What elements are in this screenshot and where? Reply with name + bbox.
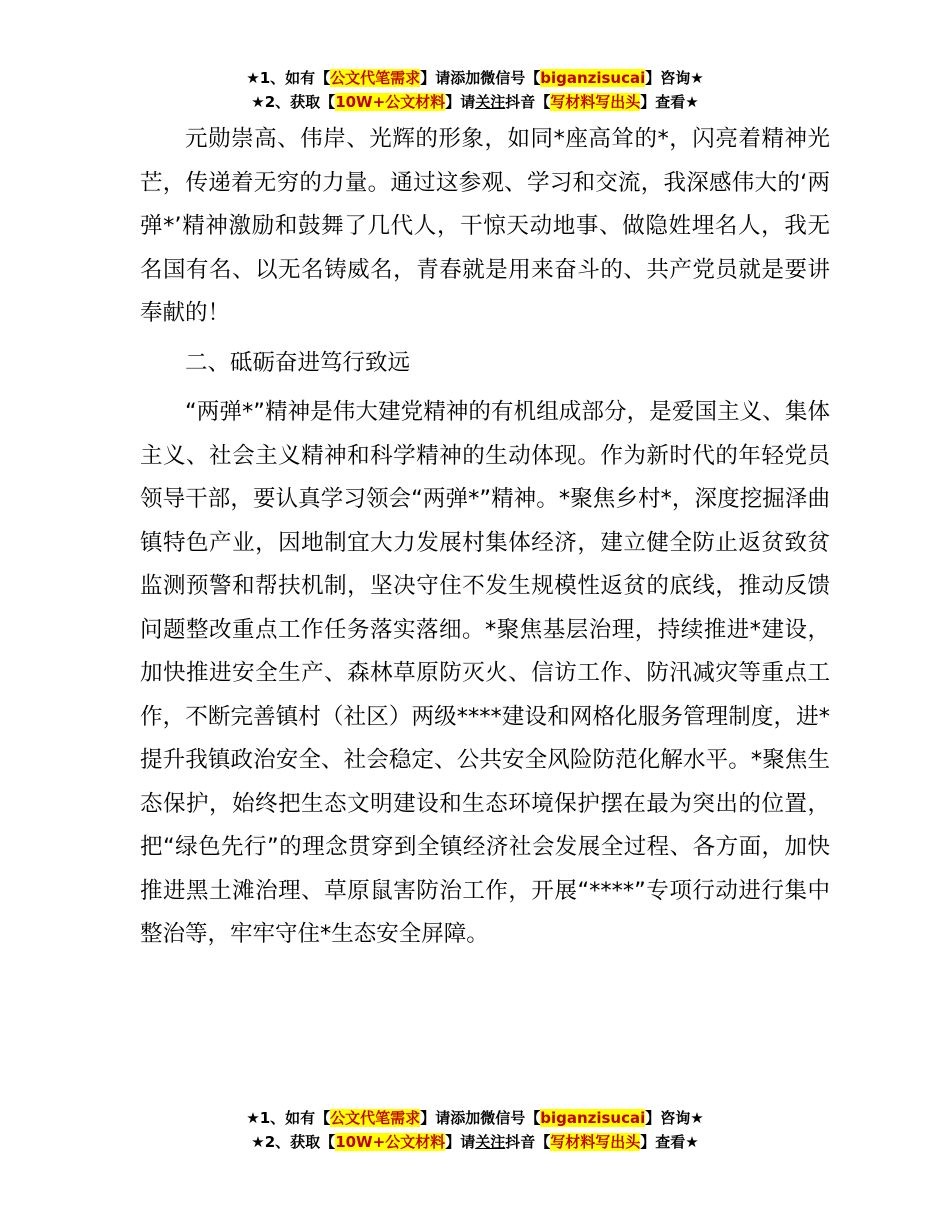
banner-text: ★2、获取【 <box>251 1133 336 1151</box>
banner-text: ★2、获取【 <box>251 93 336 111</box>
footer-banner <box>0 1106 950 1154</box>
highlight-wechat-id: biganzisucai <box>540 69 646 87</box>
banner-line-1 <box>0 66 950 90</box>
highlight-service: 公文代笔需求 <box>330 1109 421 1127</box>
banner-text: 抖音【 <box>505 93 551 111</box>
underlined-follow: 关注 <box>475 93 506 111</box>
banner-text: 】请 <box>445 1133 476 1151</box>
highlight-materials: 10W+公文材料 <box>335 93 446 111</box>
banner-text: ★1、如有【 <box>246 69 331 87</box>
header-banner <box>0 66 950 114</box>
banner-text: 】请添加微信号【 <box>420 1109 541 1127</box>
highlight-douyin: 写材料写出头 <box>550 1133 641 1151</box>
section-heading-2: 二、砥砺奋进笃行致远 <box>185 349 411 376</box>
banner-text: 】请 <box>445 93 476 111</box>
document-body <box>140 118 830 957</box>
banner-text: 】咨询★ <box>645 69 704 87</box>
banner-text: 】咨询★ <box>645 1109 704 1127</box>
highlight-douyin: 写材料写出头 <box>550 93 641 111</box>
banner-text: 】查看★ <box>640 93 699 111</box>
banner-text: ★1、如有【 <box>246 1109 331 1127</box>
highlight-materials: 10W+公文材料 <box>335 1133 446 1151</box>
banner-line-2 <box>0 1130 950 1154</box>
banner-text: 】查看★ <box>640 1133 699 1151</box>
banner-text: 】请添加微信号【 <box>420 69 541 87</box>
banner-line-2 <box>0 90 950 114</box>
paragraph-1: 元勋崇高、伟岸、光辉的形象，如同*座高耸的*，闪亮着精神光芒，传递着无穷的力量。通过这参观、学习和交流，我深感伟大的‘两弹*’精神激励和鼓舞了几代人，干惊天动地事、做隐姓埋名人，我无名国有名、以无名铸威名，青春就是用来奋斗的、共产党员就是要讲奉献的！ <box>140 126 830 326</box>
highlight-service: 公文代笔需求 <box>330 69 421 87</box>
paragraph-2: “两弹*”精神是伟大建党精神的有机组成部分，是爱国主义、集体主义、社会主义精神和科学精神的生动体现。作为新时代的年轻党员领导干部，要认真学习领会“两弹*”精神。*聚焦乡村*，深度挖掘泽曲镇特色产业，因地制宜大力发展村集体经济，建立健全防止返贫致贫监测预警和帮扶机制，坚决守住不发生规模性返贫的底线，推动反馈问题整改重点工作任务落实落细。*聚焦基层治理，持续推进*建设，加快推进安全生产、森林草原防灭火、信访工作、防汛减灾等重点工作，不断完善镇村（社区）两级****建设和网格化服务管理制度，进*提升我镇政治安全、社会稳定、公共安全风险防范化解水平。*聚焦生态保护，始终把生态文明建设和生态环境保护摆在最为突出的位置，把“绿色先行”的理念贯穿到全镇经济社会发展全过程、各方面，加快推进黑土滩治理、草原鼠害防治工作，开展“****”专项行动进行集中整治等，牢牢守住*生态安全屏障。 <box>140 399 830 947</box>
underlined-follow: 关注 <box>475 1133 506 1151</box>
banner-text: 抖音【 <box>505 1133 551 1151</box>
highlight-wechat-id: biganzisucai <box>540 1109 646 1127</box>
banner-line-1 <box>0 1106 950 1130</box>
